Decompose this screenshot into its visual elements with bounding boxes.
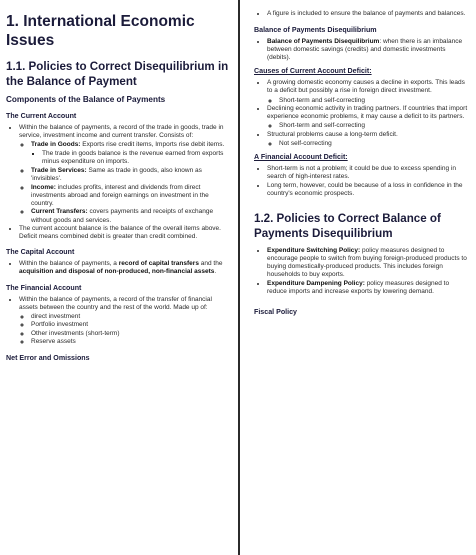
bop-disequilibrium-list xyxy=(254,38,470,62)
financial-account-list xyxy=(6,296,230,347)
left-column xyxy=(6,0,230,363)
list-item: ◦ direct investment xyxy=(31,313,230,321)
list-item: • A figure is included to ensure the balance of payments and balances. xyxy=(267,10,470,18)
list-item: ◦ Other investments (short-term) xyxy=(31,330,230,338)
current-account-heading: The Current Account xyxy=(6,112,77,120)
list-item: ◦ Reserve assets xyxy=(31,338,230,346)
policies-list xyxy=(254,247,470,296)
list-item: • The current account balance is the balance of the overall items above. Deficit means combined debit is greater than credit combined. xyxy=(19,225,230,241)
causes-heading: Causes of Current Account Deficit: xyxy=(254,67,372,76)
list-item: ◦ Short-term and self-correcting xyxy=(279,122,470,130)
list-item: • Expenditure Switching Policy: policy measures designed to encourage people to switch from buying foreign-produced products to buying domestically-produced products. This includes foreign households to buy exports. xyxy=(267,247,470,279)
financial-account-heading: The Financial Account xyxy=(6,283,82,292)
list-item: • Balance of Payments Disequilibrium: when there is an imbalance between domestic savings (credits) and domestic investments (debits). xyxy=(267,38,470,62)
list-item: • Within the balance of payments, a record of the transfer of financial assets between the country and the rest of the world. Made up of: ◦ direct investment ◦ Portfolio investment ◦ Other investments (short-term) ◦ Reserve assets xyxy=(19,296,230,347)
capital-account-heading: The Capital Account xyxy=(6,248,75,257)
list-item: • Within the balance of payments, a record of capital transfers and the acquisition and disposal of non-produced, non-financial assets. xyxy=(19,260,230,276)
list-item: ▪ The trade in goods balance is the revenue earned from exports minus expenditure on imports. xyxy=(42,150,230,166)
subsection-title: 1.1. Policies to Correct Disequilibrium in the Balance of Payment xyxy=(6,60,229,88)
financial-deficit-list xyxy=(254,165,470,198)
list-item: ◦ Portfolio investment xyxy=(31,321,230,329)
net-error-heading: Net Error and Omissions xyxy=(6,353,90,362)
list-item: • Expenditure Dampening Policy: policy measures designed to reduce imports and increase exports by lowering demand. xyxy=(267,280,470,296)
list-item: • A growing domestic economy causes a decline in exports. This leads to a deficit but possibly a rise in foreign direct investment. ◦ Short-term and self-correcting xyxy=(267,79,470,104)
list-item: • Within the balance of payments, a record of the trade in goods, trade in service, investment income and current transfer. Consists of: ◦ Trade in Goods: Exports rise credit items, Imports rise debit items. ▪ The trade in goods balance is the revenue earned from exports minus expenditure on imports. ◦ Trade in Services: Same as trade in goods, also known as 'invisibles'. ◦ Income: includes profits, interest and dividends from direct investments abroad and foreign earnings on investment in the country. ◦ Current Transfers: covers payments and receipts of exchange without goods and services. xyxy=(19,124,230,225)
financial-account-deficit-heading: A Financial Account Deficit: xyxy=(254,153,348,162)
capital-account-list xyxy=(6,260,230,276)
list-item: ◦ Trade in Goods: Exports rise credit items, Imports rise debit items. ▪ The trade in goods balance is the revenue earned from exports minus expenditure on imports. xyxy=(31,141,230,166)
list-item: ◦ Income: includes profits, interest and dividends from direct investments abroad and foreign earnings on investment in the country. xyxy=(31,184,230,208)
right-column xyxy=(254,0,470,317)
list-item: • Declining economic activity in trading partners. If countries that import experience economic problems, it may cause a deficit to its partners. ◦ Short-term and self-correcting xyxy=(267,105,470,130)
list-item: ◦ Trade in Services: Same as trade in goods, also known as 'invisibles'. xyxy=(31,167,230,183)
list-item: ◦ Short-term and self-correcting xyxy=(279,97,470,105)
list-item: ◦ Current Transfers: covers payments and receipts of exchange without goods and services. xyxy=(31,208,230,224)
list-item: • Short-term is not a problem; it could be due to excess spending in search of high-interest rates. xyxy=(267,165,470,181)
causes-list xyxy=(254,79,470,148)
components-heading: Components of the Balance of Payments xyxy=(6,95,166,104)
list-item: ◦ Not self-correcting xyxy=(279,140,470,148)
section-title: 1. International Economic Issues xyxy=(6,13,195,49)
list-item: • Structural problems cause a long-term deficit. ◦ Not self-correcting xyxy=(267,131,470,148)
current-account-list xyxy=(6,124,230,241)
bop-disequilibrium-heading: Balance of Payments Disequilibrium xyxy=(254,26,377,35)
list-item: • Long term, however, could be because of a loss in confidence in the country's economic prospects. xyxy=(267,182,470,198)
subsection-title: 1.2. Policies to Correct Balance of Payments Disequilibrium xyxy=(254,212,441,240)
figure-note-list xyxy=(254,10,470,18)
fiscal-policy-heading: Fiscal Policy xyxy=(254,308,297,317)
column-divider xyxy=(238,0,240,555)
